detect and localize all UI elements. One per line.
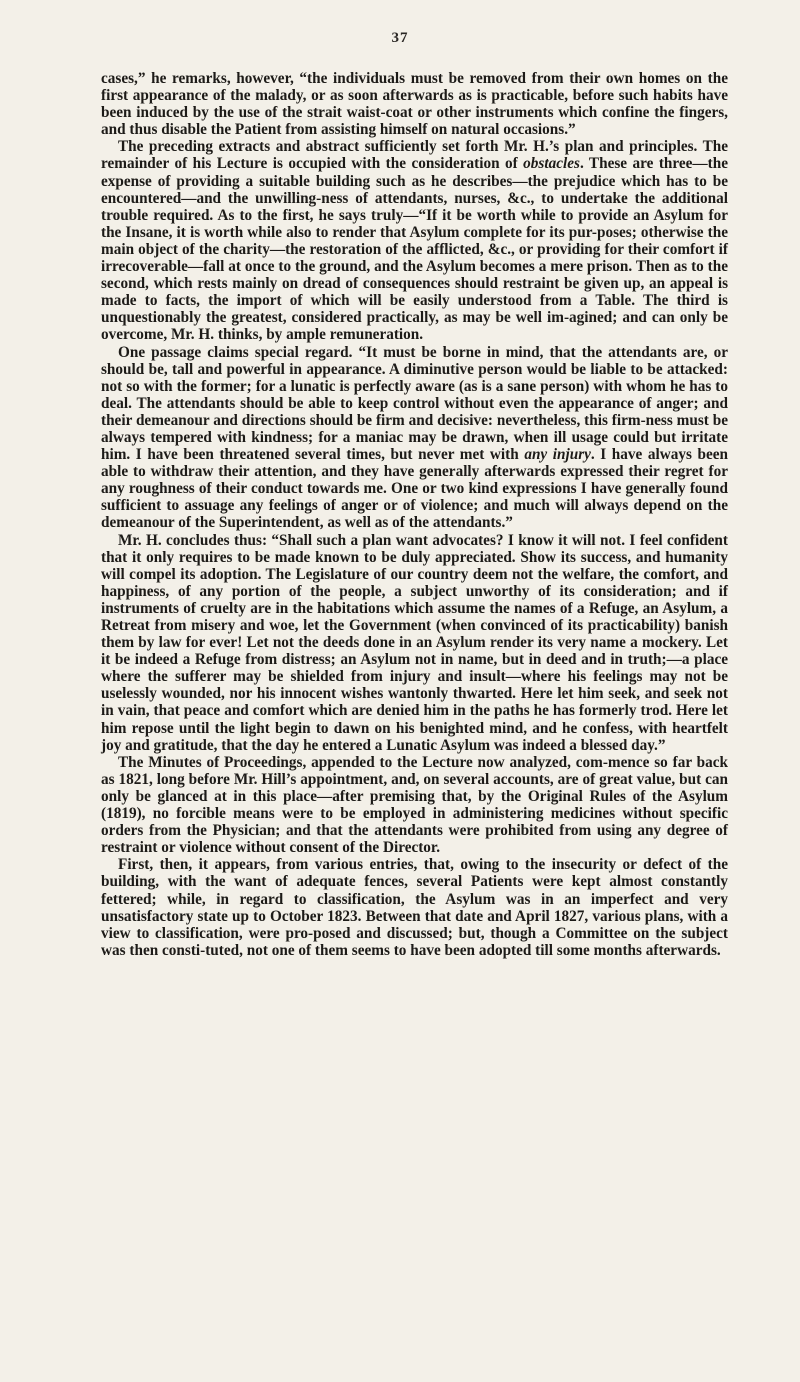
text-run: . I have always been able to withdraw their attention, and they have generally afterwards expressed their regret for any roughness of their conduct towards me. One or two kind expressions I have generally found sufficient to assuage any feelings of anger or of violence; and much will always depend on the demeanour of the Superintendent, as well as of the attendants.” xyxy=(101,446,729,532)
paragraph xyxy=(101,754,728,857)
text-run: One passage claims special regard. “It must be borne in mind, that the attendants are, or should be, tall and powerful in appearance. A diminutive person would be liable to be attacked: not so with the former; for a lunatic is perfectly aware (as is a sane person) with whom he has to deal. The attendants should be able to keep control without even the appearance of anger; and their demeanour and directions should be firm and decisive: nevertheless, this firm-ness must be always tempered with kindness; for a maniac may be drawn, when ill usage could but irritate him. I have been threatened several times, but never met with xyxy=(101,343,728,464)
italic-text-run: obstacles xyxy=(523,155,580,173)
paragraph xyxy=(101,70,728,138)
page-number: 37 xyxy=(391,30,409,46)
text-run: The preceding extracts and abstract sufficiently set forth Mr. H.’s plan and principles. The remainder of his Lecture is occupied with the consideration of xyxy=(101,138,728,173)
paragraph xyxy=(101,138,728,343)
body-text xyxy=(101,70,728,959)
text-run: cases,” he remarks, however, “the individuals must be removed from their own homes on the first appearance of the malady, or as soon afterwards as is practicable, before such habits have been induced by the use of the strait waist-coat or other instruments which confine the fingers, and thus disable the Patient from assisting himself on natural occasions.” xyxy=(101,70,728,139)
text-run: . These are three—the expense of providing a suitable building such as he describes—the prejudice which has to be encountered—and the unwilling-ness of attendants, nurses, &c., to undertake the additional trouble required. As to the first, he says truly—“If it be worth while to provide an Asylum for the Insane, it is worth while also to render that Asylum complete for its pur-poses; otherwise the main object of the charity—the restoration of the afflicted, &c., or providing for their comfort if irrecoverable—fall at once to the ground, and the Asylum becomes a mere prison. Then as to the second, which rests mainly on dread of consequences should restraint be given up, an appeal is made to facts, the import of which will be easily understood from a Table. The third is unquestionably the greatest, considered practically, as may be well im-agined; and can only be overcome, Mr. H. thinks, by ample remuneration. xyxy=(101,155,728,344)
text-run: The Minutes of Proceedings, appended to the Lecture now analyzed, com-mence so far back as 1821, long before Mr. Hill’s appointment, and, on several accounts, are of great value, but can only be glanced at in this place—after premising that, by the Original Rules of the Asylum (1819), no forcible means were to be employed in administering medicines without specific orders from the Physician; and that the attendants were prohibited from using any degree of restraint or violence without consent of the Director. xyxy=(101,753,728,857)
text-run: Mr. H. concludes thus: “Shall such a plan want advocates? I know it will not. I feel confident that it only requires to be made known to be duly appreciated. Show its success, and humanity will compel its adoption. The Legislature of our country deem not the welfare, the comfort, and happiness, of any portion of the people, a subject unworthy of its consideration; and if instruments of cruelty are in the habitations which assume the names of a Refuge, an Asylum, a Retreat from misery and woe, let the Government (when convinced of its practicability) banish them by law for ever! Let not the deeds done in an Asylum render its very name a mockery. Let it be indeed a Refuge from distress; an Asylum not in name, but in deed and in truth;—a place where the sufferer may be shielded from injury and insult—where his feelings may not be uselessly wounded, nor his innocent wishes wantonly thwarted. Here let him seek, and seek not in vain, that peace and comfort which are denied him in the paths he has formerly trod. Here let him repose until the light begin to dawn on his benighted mind, and he confess, with heartfelt joy and gratitude, that the day he entered a Lunatic Asylum was indeed a blessed day.” xyxy=(101,531,728,754)
paragraph xyxy=(101,532,728,754)
paragraph xyxy=(101,344,728,532)
italic-text-run: any injury xyxy=(524,446,591,464)
paragraph xyxy=(101,856,728,959)
text-run: First, then, it appears, from various entries, that, owing to the insecurity or defect of the building, with the want of adequate fences, several Patients were kept almost constantly fettered; while, in regard to classification, the Asylum was in an imperfect and very unsatisfactory state up to October 1823. Between that date and April 1827, various plans, with a view to classification, were pro-posed and discussed; but, though a Committee on the subject was then consti-tuted, not one of them seems to have been adopted till some months afterwards. xyxy=(101,856,728,959)
